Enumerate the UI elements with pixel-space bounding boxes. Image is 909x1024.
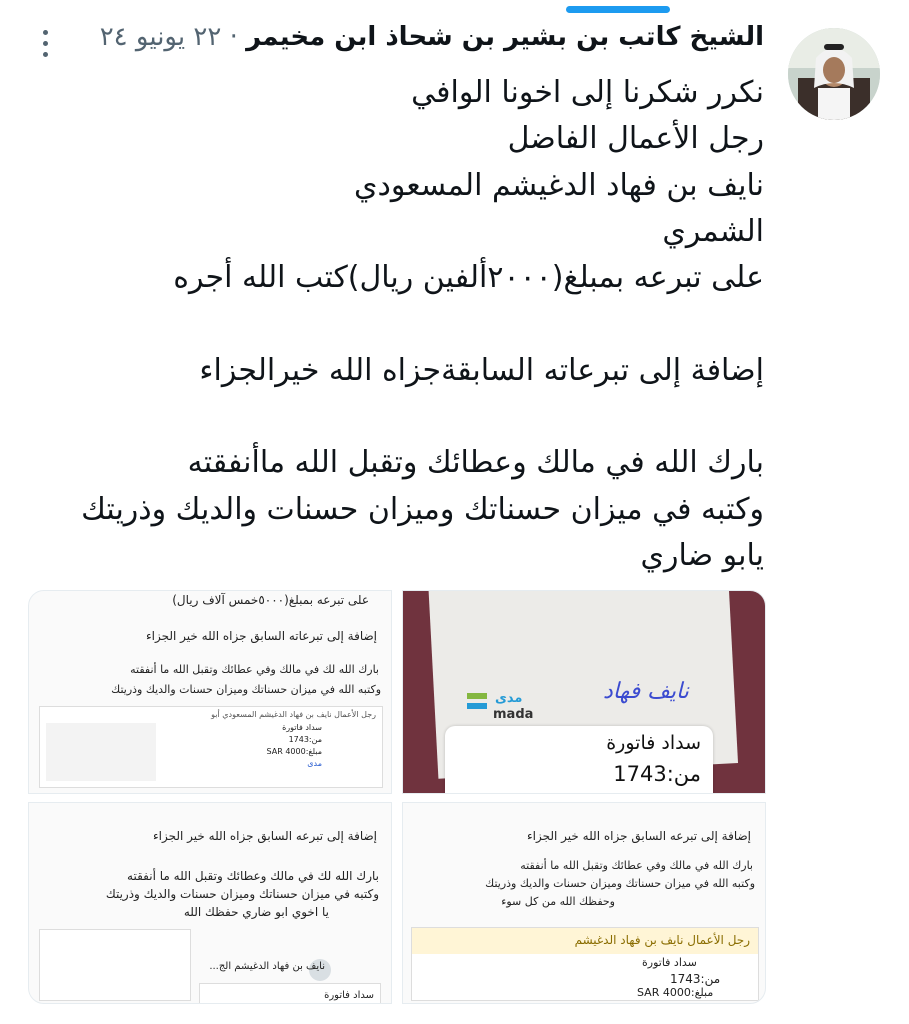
image3-line4: يا اخوي ابو ضاري حفظك الله xyxy=(183,905,329,919)
image4-card-line: سداد فاتورة xyxy=(642,956,697,969)
receipt-signature: نايف فهاد xyxy=(603,679,689,704)
image1-card-line: سداد فاتورة xyxy=(282,723,322,732)
image3-line2: بارك الله لك في مالك وعطائك وتقبل الله ما أنفقته xyxy=(127,869,379,883)
image4-line3: وكتبه الله في ميزان حسناتك وميزان حسنات والديك وذريتك xyxy=(485,877,755,890)
image3-reply-name: نايف بن فهاد الدغيشم الج... xyxy=(209,961,325,972)
more-vertical-icon[interactable] xyxy=(38,30,52,66)
tweet-line: بارك الله في مالك وعطائك وتقبل الله ماأنفقته xyxy=(187,445,764,481)
image1-card-line: مبلغ:SAR 4000 xyxy=(266,747,322,756)
image4-card-line: من:1743 xyxy=(670,972,721,986)
tweet-header xyxy=(100,22,764,52)
image1-card-line: من:1743 xyxy=(288,735,322,744)
image4-screenshot-card xyxy=(411,927,759,1001)
image1-line1: على تبرعه بمبلغ(٥٠٠٠خمس آلاف ريال) xyxy=(172,593,369,607)
media-image-2[interactable] xyxy=(402,590,766,794)
tweet-date[interactable]: ٢٢ يونيو ٢٤ xyxy=(99,22,222,52)
image3-line3: وكتبه في ميزان حسناتك وميزان حسنات والديك وذريتك xyxy=(105,887,379,901)
image1-card-header: رجل الأعمال نايف بن فهاد الدغيشم المسعودي أبو xyxy=(211,710,376,719)
image4-line4: وحفظك الله من كل سوء xyxy=(501,895,615,908)
image4-card-line: مبلغ:SAR 4000 xyxy=(637,986,714,999)
image1-thumbnail xyxy=(46,723,156,781)
image3-reply-card xyxy=(199,983,381,1004)
media-image-4[interactable] xyxy=(402,802,766,1004)
tweet-line: نايف بن فهاد الدغيشم المسعودي xyxy=(354,167,764,203)
scroll-indicator xyxy=(566,6,670,13)
tweet-line: رجل الأعمال الفاضل xyxy=(507,121,764,157)
tweet-line: وكتبه في ميزان حسناتك وميزان حسنات والديك وذريتك xyxy=(81,491,764,527)
image3-thumbnail xyxy=(39,929,191,1001)
tweet-line: الشمري xyxy=(662,213,764,249)
tweet-line xyxy=(64,394,764,440)
media-image-3[interactable] xyxy=(28,802,392,1004)
message-bubble xyxy=(445,726,713,794)
tweet-line xyxy=(64,301,764,347)
avatar[interactable] xyxy=(788,28,880,120)
tweet-line: على تبرعه بمبلغ(٢٠٠٠ألفين ريال)كتب الله أجره xyxy=(173,260,764,296)
author-name[interactable]: الشيخ كاتب بن بشير بن شحاذ ابن مخيمر xyxy=(246,22,764,52)
image1-screenshot-card xyxy=(39,706,383,788)
image4-card-header: رجل الأعمال نايف بن فهاد الدغيشم xyxy=(574,933,750,947)
image1-card-line: مدى xyxy=(307,759,322,768)
avatar-image xyxy=(788,28,880,120)
tweet-text xyxy=(64,70,764,579)
image4-line2: بارك الله في مالك وفي عطائك وتقبل الله ما أنفقته xyxy=(520,859,753,872)
tweet-line: يابو ضاري xyxy=(640,537,764,573)
media-image-1[interactable] xyxy=(28,590,392,794)
tweet-line: إضافة إلى تبرعاته السابقةجزاه الله خيرالجزاء xyxy=(199,352,764,388)
image1-line4: وكتبه الله في ميزان حسناتك وميزان حسنات والديك وذريتك xyxy=(111,683,381,696)
tweet-line: نكرر شكرنا إلى اخونا الوافي xyxy=(411,75,764,110)
separator: · xyxy=(229,22,238,52)
image1-line2: إضافة إلى تبرعاته السابق جزاه الله خير الجزاء xyxy=(146,629,377,643)
bubble-line1: سداد فاتورة xyxy=(606,732,701,754)
image4-line1: إضافة إلى تبرعه السابق جزاه الله خير الجزاء xyxy=(527,829,751,843)
image1-line3: بارك الله لك في مالك وفي عطائك وتقبل الله ما أنفقته xyxy=(130,663,379,676)
bubble-line2: من:1743 xyxy=(613,762,701,786)
mada-brand-en: mada xyxy=(493,707,534,722)
image3-reply-text: سداد فاتورة xyxy=(324,990,374,1001)
mada-brand-ar: مدى xyxy=(495,691,523,706)
image3-line1: إضافة إلى تبرعه السابق جزاه الله خير الجزاء xyxy=(153,829,377,843)
